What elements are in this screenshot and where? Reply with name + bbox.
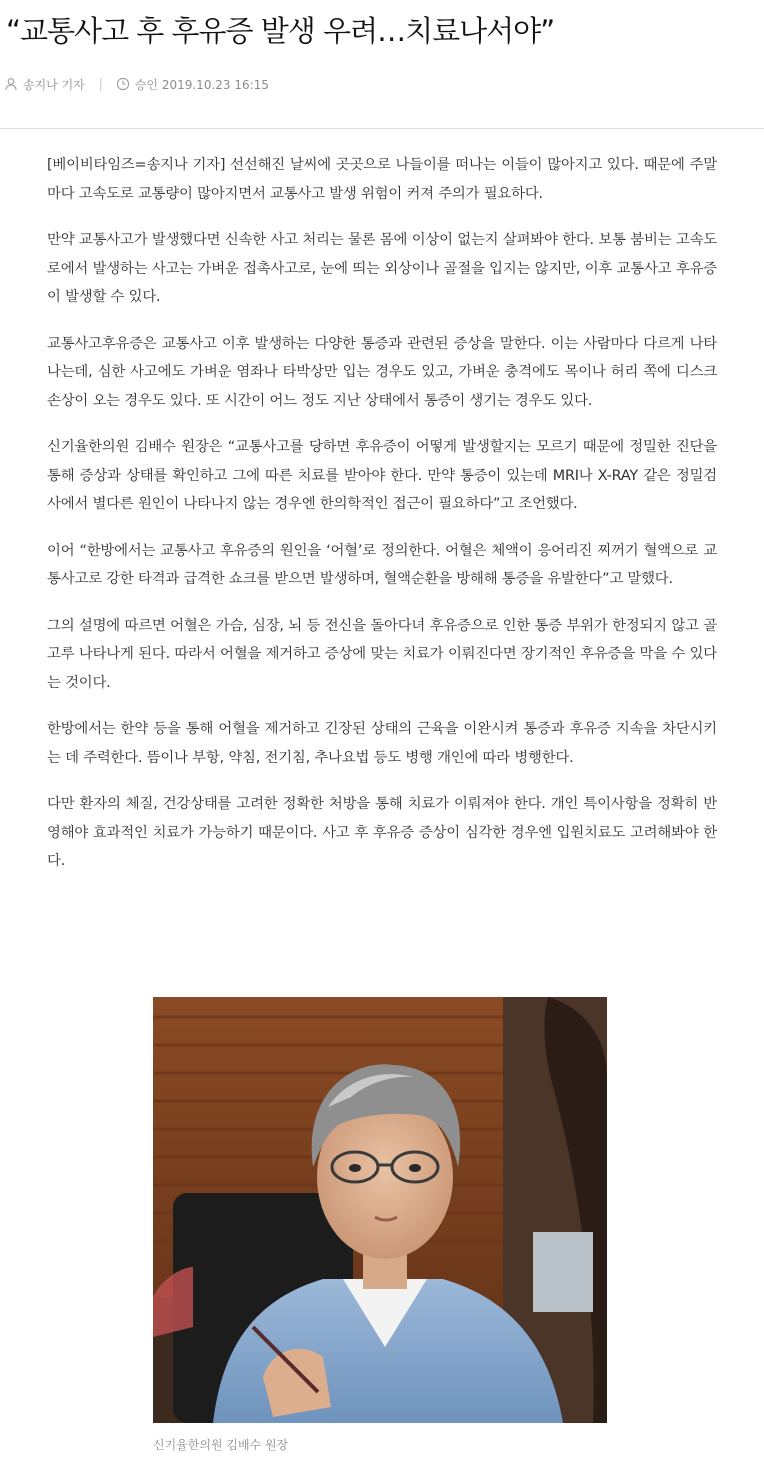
approval-date: 승인 2019.10.23 16:15 <box>134 77 269 92</box>
article-paragraph: 교통사고후유증은 교통사고 이후 발생하는 다양한 통증과 관련된 증상을 말한다. 이는 사람마다 다르게 나타나는데, 심한 사고에도 가벼운 염좌나 타박상만 입는 경우도 있고, 가벼운 충격에도 목이나 허리 쪽에 디스크 손상이 오는 경우도 있다. 또 시간이 어느 정도 지난 상태에서 통증이 생기는 경우도 있다. <box>47 335 717 409</box>
clock-icon <box>116 77 130 91</box>
byline-separator: | <box>98 77 103 91</box>
article-body <box>47 151 717 894</box>
article-paragraph: 다만 환자의 체질, 건강상태를 고려한 정확한 처방을 통해 치료가 이뤄져야 한다. 개인 특이사항을 정확히 반영해야 효과적인 치료가 가능하기 때문이다. 사고 후 후유증 증상이 심각한 경우엔 입원치료도 고려해봐야 한다. <box>47 796 717 869</box>
article-paragraph: 한방에서는 한약 등을 통해 어혈을 제거하고 긴장된 상태의 근육을 이완시켜 통증과 후유증 지속을 차단시키는 데 주력한다. 뜸이나 부항, 약침, 전기침, 추나요법 등도 병행 개인에 따라 병행한다. <box>47 721 717 766</box>
article-headline: “교통사고 후 후유증 발생 우려…치료나서야” <box>6 14 555 48</box>
article-paragraph: 그의 설명에 따르면 어혈은 가슴, 심장, 뇌 등 전신을 돌아다녀 후유증으로 인한 통증 부위가 한정되지 않고 골고루 나타나게 된다. 따라서 어혈을 제거하고 증상에 맞는 치료가 이뤄진다면 장기적인 후유증을 막을 수 있다는 것이다. <box>47 617 717 691</box>
article-photo[interactable] <box>153 997 607 1423</box>
article-paragraph: 만약 교통사고가 발생했다면 신속한 사고 처리는 물론 몸에 이상이 없는지 살펴봐야 한다. 보통 붐비는 고속도로에서 발생하는 사고는 가벼운 접촉사고로, 눈에 띄는 외상이나 골절을 입지는 않지만, 이후 교통사고 후유증이 발생할 수 있다. <box>47 232 717 305</box>
person-icon <box>4 77 18 91</box>
article-paragraph: 신기율한의원 김배수 원장은 “교통사고를 당하면 후유증이 어떻게 발생할지는 모르기 때문에 정밀한 진단을 통해 증상과 상태를 확인하고 그에 따른 치료를 받아야 한다. 만약 통증이 있는데 MRI나 X-RAY 같은 정밀검사에서 별다른 원인이 나타나지 않는 경우엔 한의학적인 접근이 필요하다”고 조언했다. <box>47 439 717 512</box>
header-divider <box>0 128 764 129</box>
author-name[interactable]: 송지나 기자 <box>23 77 85 92</box>
article-paragraph: [베이비타임즈=송지나 기자] 선선해진 날씨에 곳곳으로 나들이를 떠나는 이들이 많아지고 있다. 때문에 주말마다 고속도로 교통량이 많아지면서 교통사고 발생 위험이 커져 주의가 필요하다. <box>47 157 717 202</box>
photo-caption: 신기율한의원 김배수 원장 <box>153 1438 289 1452</box>
article-byline <box>4 74 269 94</box>
article-paragraph: 이어 “한방에서는 교통사고 후유증의 원인을 ‘어혈’로 정의한다. 어혈은 체액이 응어리진 찌꺼기 혈액으로 교통사고로 강한 타격과 급격한 쇼크를 받으면 발생하며, 혈액순환을 방해해 통증을 유발한다”고 말했다. <box>47 542 717 587</box>
